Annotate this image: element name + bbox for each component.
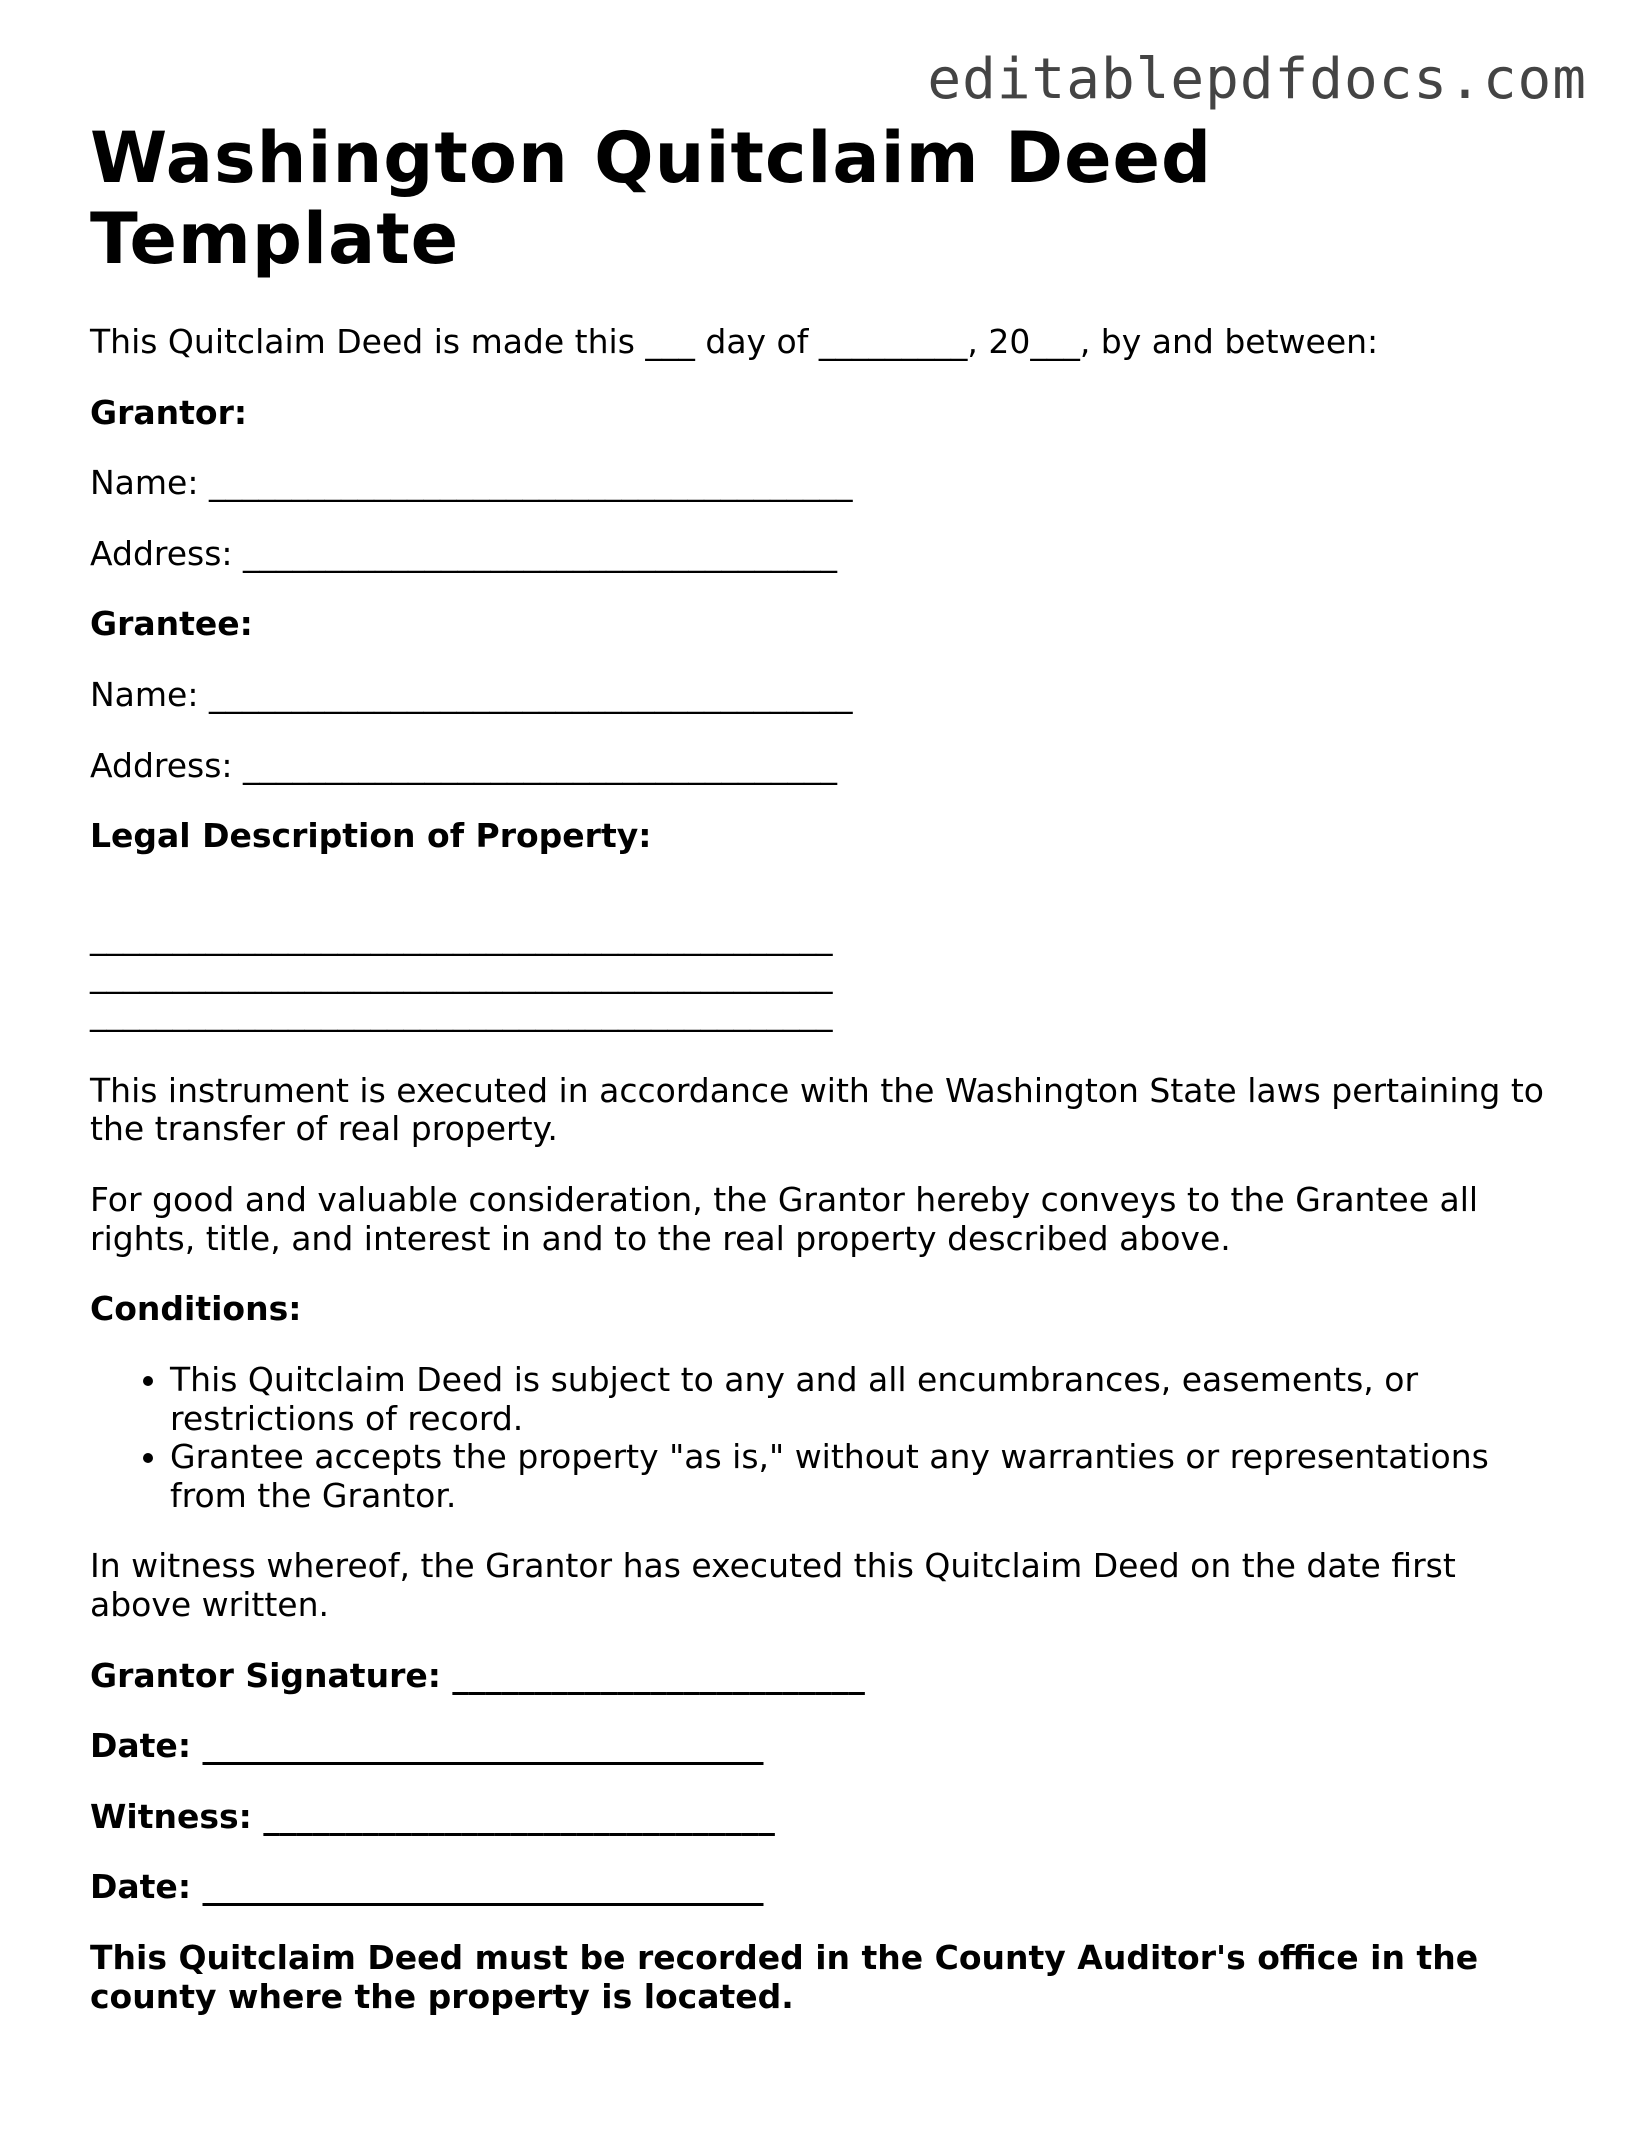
grantor-date-field: Date: __________________________________ — [90, 1726, 764, 1766]
grantor-address-field: Address: ____________________________________ — [90, 533, 838, 573]
recording-note: This Quitclaim Deed must be recorded in the County Auditor's office in the county where the property is located. — [90, 1938, 1479, 2016]
legal-description-line: _____________________________________________ — [90, 954, 833, 994]
legal-description-line: _____________________________________________ — [90, 992, 833, 1032]
grantor-heading: Grantor: — [90, 392, 248, 432]
witness-clause: In witness whereof, the Grantor has executed this Quitclaim Deed on the date first above written. — [90, 1546, 1456, 1624]
conditions-list — [90, 1361, 1560, 1515]
watermark: editablepdfdocs.com — [927, 47, 1587, 112]
grantee-heading: Grantee: — [90, 604, 253, 644]
instrument-paragraph: This instrument is executed in accordance with the Washington State laws pertaining to the transfer of real property. — [90, 1070, 1544, 1149]
consideration-paragraph: For good and valuable consideration, the Grantor hereby conveys to the Grantee all rights, title, and interest in and to the real property described above. — [90, 1180, 1479, 1258]
intro-line: This Quitclaim Deed is made this ___ day of _________, 20___, by and between: — [90, 322, 1379, 361]
grantee-name-field: Name: _______________________________________ — [90, 675, 853, 715]
grantor-signature-field: Grantor Signature: _________________________ — [90, 1655, 865, 1695]
grantor-name-field: Name: _______________________________________ — [90, 463, 853, 503]
legal-description-line: _____________________________________________ — [90, 916, 833, 956]
legal-description-lines — [90, 918, 1560, 1032]
condition-item: • This Quitclaim Deed is subject to any and all encumbrances, easements, or restrictions of record. — [170, 1361, 1560, 1438]
witness-date-field: Date: __________________________________ — [90, 1867, 764, 1907]
legal-description-heading: Legal Description of Property: — [90, 816, 652, 856]
grantee-address-field: Address: ____________________________________ — [90, 745, 838, 785]
page-title: Washington Quitclaim Deed Template — [90, 117, 1213, 280]
conditions-heading: Conditions: — [90, 1289, 302, 1329]
condition-item: • Grantee accepts the property "as is," without any warranties or representations from the Grantor. — [170, 1438, 1560, 1515]
document-page — [90, 118, 1560, 2048]
witness-field: Witness: _______________________________ — [90, 1796, 775, 1836]
